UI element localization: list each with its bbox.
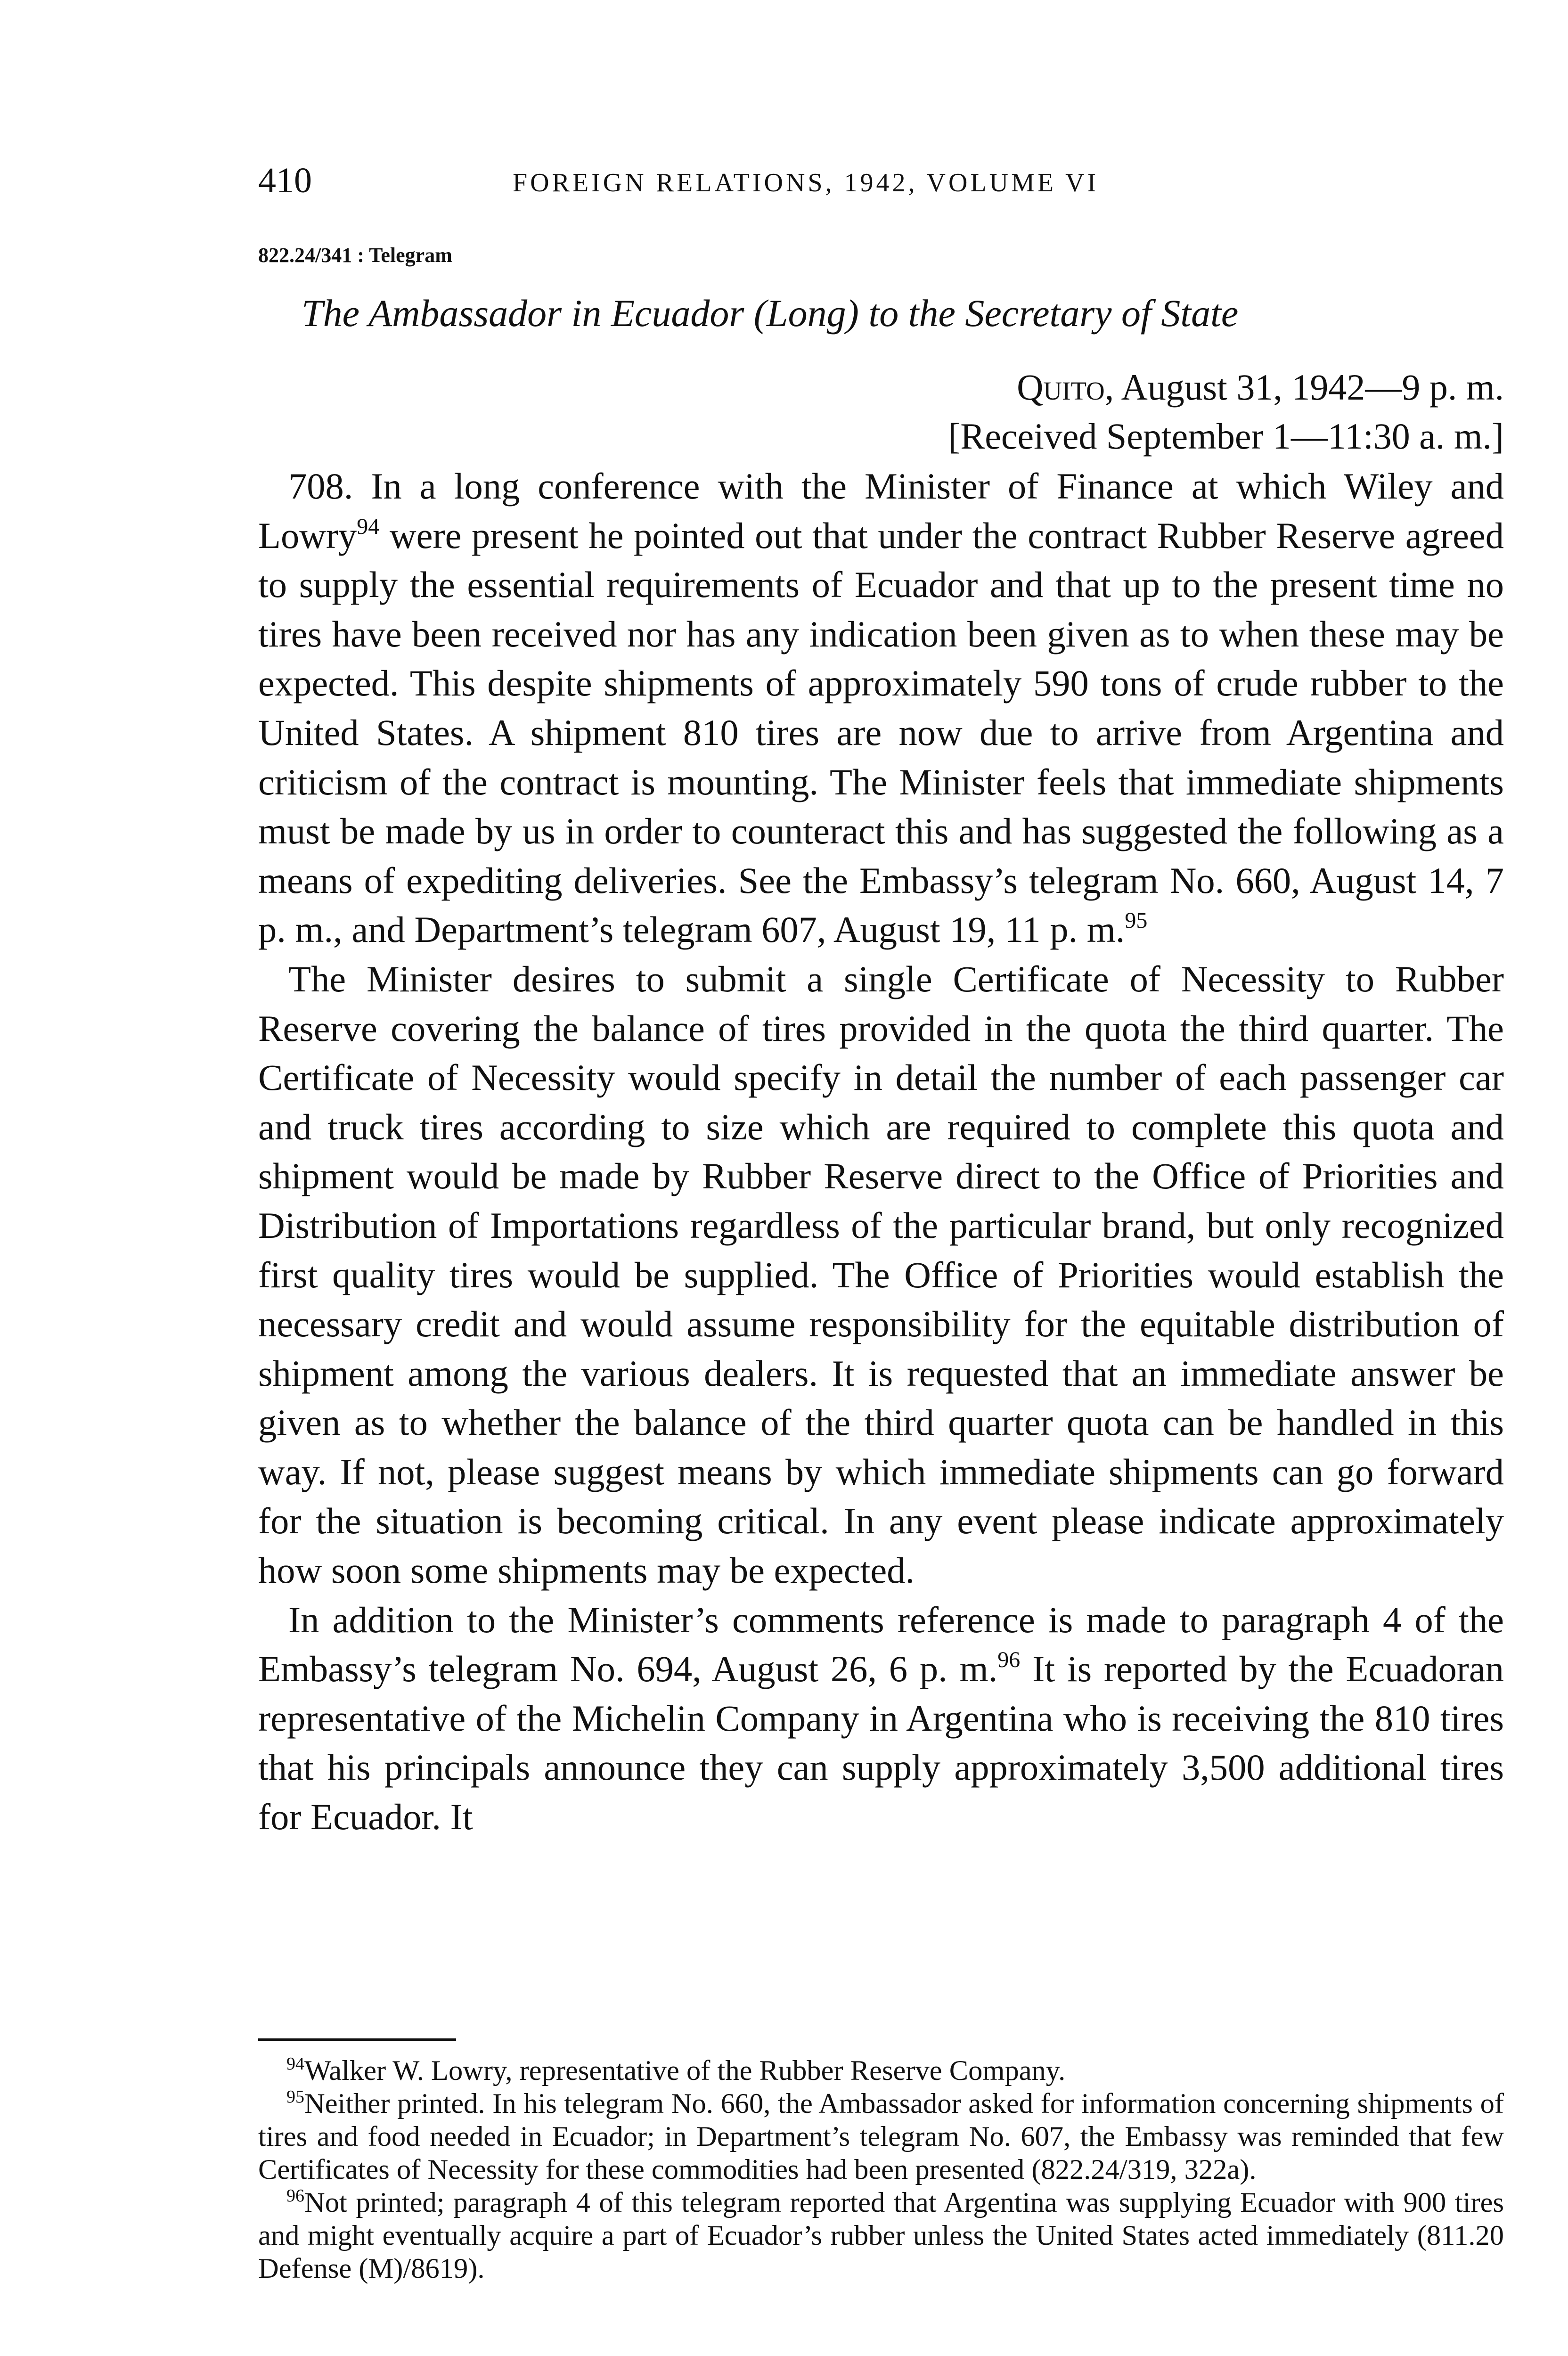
date-sent-line	[948, 363, 1504, 412]
document-title: The Ambassador in Ecuador (Long) to the Secretary of State	[302, 292, 1239, 335]
footnote-95	[258, 2087, 1504, 2186]
dateline	[948, 363, 1504, 461]
page-number: 410	[258, 161, 312, 200]
paragraph-3-part-a: In addition to the Minister’s comments reference is made to paragraph 4 of the Embassy’s telegram No. 694, August 26, 6 p. m.	[258, 1599, 1504, 1690]
paragraph-1	[258, 462, 1504, 955]
footnote-95-mark: 95	[286, 2087, 304, 2107]
footnote-96	[258, 2186, 1504, 2285]
footnote-ref-96: 96	[997, 1647, 1021, 1673]
running-head: FOREIGN RELATIONS, 1942, VOLUME VI	[513, 168, 1099, 197]
telegram-body	[258, 462, 1504, 1842]
footnotes	[258, 2054, 1504, 2285]
footnote-96-mark: 96	[286, 2186, 304, 2206]
footnote-94-mark: 94	[286, 2054, 304, 2074]
footnote-ref-94: 94	[357, 514, 380, 539]
paragraph-1-part-a: 708. In a long conference with the Minister of Finance at which Wiley and Lowry	[258, 466, 1504, 556]
footnote-divider	[258, 2038, 456, 2041]
footnote-95-text: Neither printed. In his telegram No. 660, the Ambassador asked for information concerning shipments of tires and food needed in Ecuador; in Department’s telegram No. 607, the Embassy was reminded that few Certificates of Necessity for these commodities had been presented (822.24/319, 322a).	[258, 2088, 1504, 2185]
paragraph-2: The Minister desires to submit a single Certificate of Necessity to Rubber Reserve covering the balance of tires provided in the quota the third quarter. The Certificate of Necessity would specify in detail the number of each passenger car and truck tires according to size which are required to complete this quota and shipment would be made by Rubber Reserve direct to the Office of Priorities and Distribution of Importations regardless of the particular brand, but only recognized first quality tires would be supplied. The Office of Priorities would establish the necessary credit and would assume responsibility for the equitable distribution of shipment among the various dealers. It is requested that an immediate answer be given as to whether the balance of the third quarter quota can be handled in this way. If not, please suggest means by which immediate shipments can go forward for the situation is becoming critical. In any event please indicate approximately how soon some shipments may be expected.	[258, 958, 1504, 1591]
paragraph-1-part-b: were present he pointed out that under the contract Rubber Reserve agreed to supply the essential requirements of Ecuador and that up to the present time no tires have been received nor has any indication been given as to when these may be expected. This despite shipments of approximately 590 tons of crude rubber to the United States. A shipment 810 tires are now due to arrive from Argentina and criticism of the contract is mounting. The Minister feels that immediate shipments must be made by us in order to counteract this and has suggested the following as a means of expediting deliveries. See the Embassy’s telegram No. 660, August 14, 7 p. m., and Department’s telegram 607, August 19, 11 p. m.	[258, 515, 1504, 950]
dateline-place: Quito	[1017, 367, 1105, 408]
page-header	[258, 159, 1502, 202]
paragraph-3-part-b: It is reported by the Ecuadoran representative of the Michelin Company in Argentina who is receiving the 810 tires that his principals announce they can supply approximately 3,500 additional tires for Ecuador. It	[258, 1648, 1504, 1838]
footnote-94	[258, 2054, 1504, 2087]
paragraph-3	[258, 1595, 1504, 1842]
footnote-ref-95: 95	[1125, 908, 1148, 933]
footnote-96-text: Not printed; paragraph 4 of this telegram reported that Argentina was supplying Ecuador with 900 tires and might eventually acquire a part of Ecuador’s rubber unless the United States acted immediately (811.20 Defense (M)/8619).	[258, 2187, 1504, 2284]
document-reference: 822.24/341 : Telegram	[258, 244, 452, 267]
footnote-94-text: Walker W. Lowry, representative of the Rubber Reserve Company.	[304, 2055, 1066, 2086]
date-received: [Received September 1—11:30 a. m.]	[948, 416, 1504, 457]
date-sent: , August 31, 1942—9 p. m.	[1104, 367, 1504, 408]
